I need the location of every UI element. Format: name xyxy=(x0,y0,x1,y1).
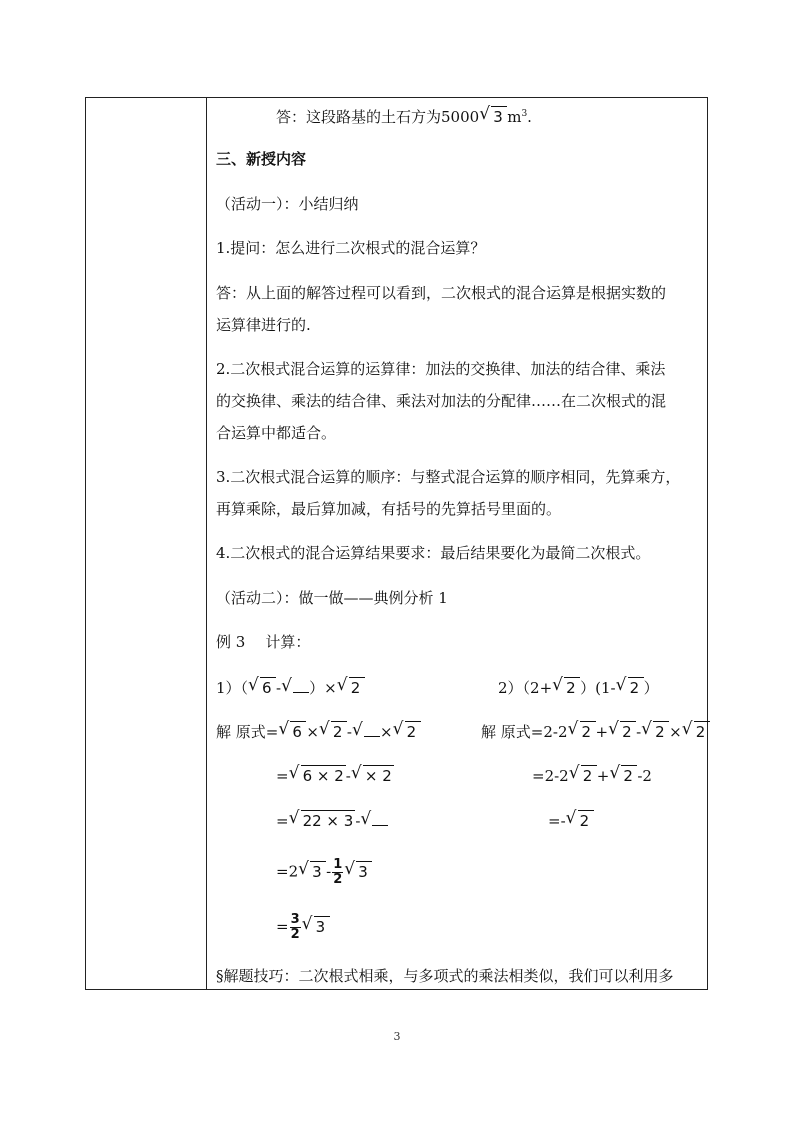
solution-1-step-3: =√ 22 × 3 -√ xyxy=(276,810,388,831)
solution-1-step-2: =√ 6 × 2 -√ × 2 xyxy=(276,765,394,786)
answer-line: 答：这段路基的土石方为5000√ 3 $m^3$. xyxy=(276,104,532,127)
point-2-line-3: 合运算中都适合。 xyxy=(216,424,337,442)
activity-one-heading: （活动一）：小结归纳 xyxy=(216,195,359,213)
column-divider xyxy=(206,97,207,990)
point-3-line-1: 3.二次根式混合运算的顺序：与整式混合运算的顺序相同，先算乘方， xyxy=(216,468,681,486)
solution-tip: §解题技巧：二次根式相乘，与多项式的乘法相类似，我们可以利用多 xyxy=(216,967,674,985)
answer-1-line-1: 答：从上面的解答过程可以看到，二次根式的混合运算是根据实数的 xyxy=(216,284,667,302)
solution-1-step-1: 解 原式=√ 6 ×√ 2 -√ ×√ 2 xyxy=(216,721,421,742)
point-4: 4.二次根式的混合运算结果要求：最后结果要化为最简二次根式。 xyxy=(216,544,651,562)
solution-2-step-3: =-√ 2 xyxy=(548,810,594,831)
point-3-line-2: 再算乘除，最后算加减，有括号的先算括号里面的。 xyxy=(216,500,562,518)
page-number: 3 xyxy=(393,1030,401,1043)
activity-two-heading: （活动二）：做一做——典例分析 1 xyxy=(216,589,448,607)
example-task: 计算： xyxy=(265,633,311,651)
point-2-line-2: 的交换律、乘法的结合律、乘法对加法的分配律……在二次根式的混 xyxy=(216,392,667,410)
solution-1-step-5: = $\frac{3}{2}$ √ 3 xyxy=(276,913,330,942)
answer-1-line-2: 运算律进行的. xyxy=(216,316,311,334)
question-1: 1.提问：怎么进行二次根式的混合运算？ xyxy=(216,239,486,257)
solution-2-step-1: 解 原式=2-2√ 2 +√ 2 -√ 2 ×√ 2 xyxy=(481,721,710,742)
section-title: 三、新授内容 xyxy=(216,150,307,168)
example-label: 例 3 xyxy=(216,633,246,651)
point-2-line-1: 2.二次根式混合运算的运算律：加法的交换律、加法的结合律、乘法 xyxy=(216,360,666,378)
solution-1-step-4: =2√ 3 - $\frac{1}{2}$ √ 3 xyxy=(276,858,372,887)
solution-2-step-2: =2-2√ 2 +√ 2 -2 xyxy=(532,765,652,786)
problem-2: 2）（2+√ 2 ）(1-√ 2 ） xyxy=(498,677,659,698)
problem-1: 1）（√ 6 -√ ）×√ 2 xyxy=(216,677,365,698)
example-heading xyxy=(216,632,310,652)
